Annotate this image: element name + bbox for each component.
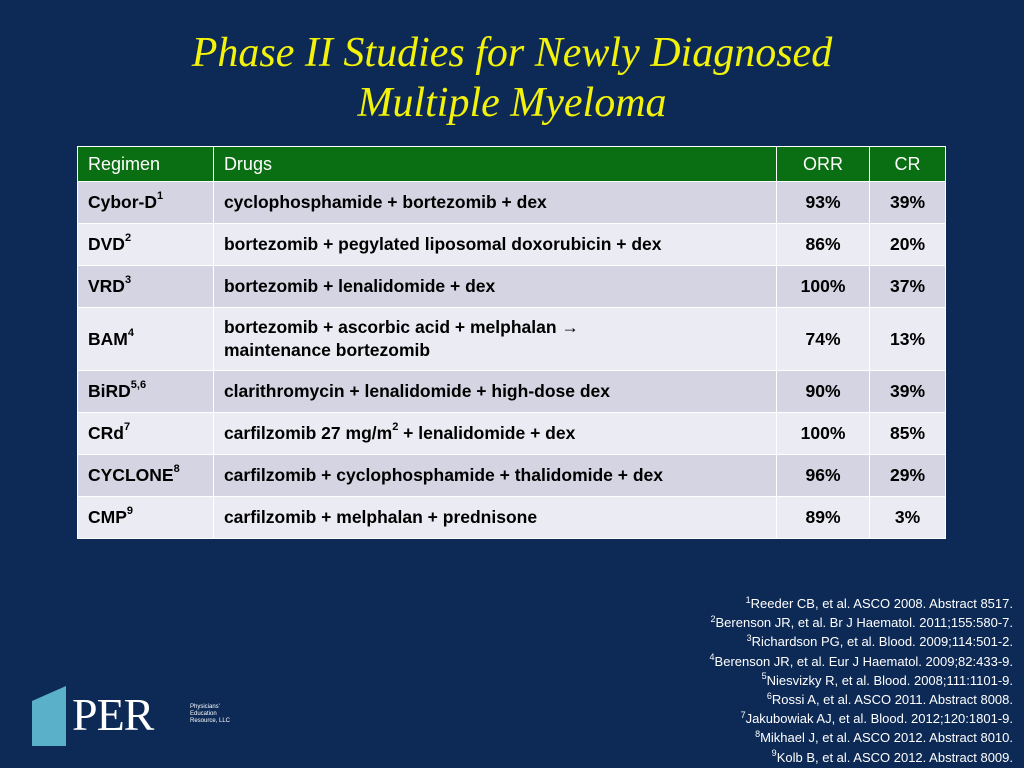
cr-cell: 20% bbox=[870, 224, 946, 266]
cr-cell: 29% bbox=[870, 455, 946, 497]
regimen-cell: BAM$^4$ bbox=[78, 308, 214, 371]
cr-cell: 39% bbox=[870, 182, 946, 224]
drugs-cell: bortezomib + pegylated liposomal doxorubicin + dex bbox=[213, 224, 776, 266]
cr-cell: 13% bbox=[870, 308, 946, 371]
regimen-cell: BiRD$^{5,6}$ bbox=[78, 371, 214, 413]
header-drugs: Drugs bbox=[213, 147, 776, 182]
orr-cell: 86% bbox=[777, 224, 870, 266]
regimen-cell: VRD$^3$ bbox=[78, 266, 214, 308]
cr-cell: 85% bbox=[870, 413, 946, 455]
regimen-cell: CYCLONE$^8$ bbox=[78, 455, 214, 497]
reference-item: $^3$Richardson PG, et al. Blood. 2009;114:501-2. bbox=[746, 633, 1013, 650]
orr-cell: 89% bbox=[777, 497, 870, 539]
header-cr: CR bbox=[870, 147, 946, 182]
table-row bbox=[78, 182, 946, 224]
reference-item: $^7$Jakubowiak AJ, et al. Blood. 2012;120:1801-9. bbox=[740, 709, 1013, 727]
cr-cell: 3% bbox=[870, 497, 946, 539]
reference-item: $^5$Niesvizky R, et al. Blood. 2008;111:1101-9. bbox=[761, 671, 1013, 688]
drugs-cell: carfilzomib 27 $mg/m^2$ + lenalidomide + dex bbox=[213, 413, 776, 455]
reference-item: $^8$Mikhael J, et al. ASCO 2012. Abstract 8010. bbox=[755, 729, 1013, 746]
slide-title-line2: Multiple Myeloma bbox=[357, 80, 667, 126]
drugs-cell: cyclophosphamide + bortezomib + dex bbox=[213, 182, 776, 224]
drugs-cell: carfilzomib + cyclophosphamide + thalidomide + dex bbox=[213, 455, 776, 497]
phase-ii-studies-table bbox=[77, 146, 946, 539]
header-regimen: Regimen bbox=[78, 147, 214, 182]
table-row bbox=[78, 224, 946, 266]
reference-item: $^9$Kolb B, et al. ASCO 2012. Abstract 8009. bbox=[771, 748, 1013, 765]
slide-title-line1: Phase II Studies for Newly Diagnosed bbox=[191, 30, 833, 76]
slide-title bbox=[0, 28, 1024, 128]
reference-item: $^6$Rossi A, et al. ASCO 2011. Abstract 8008. bbox=[766, 690, 1013, 708]
table-row bbox=[78, 371, 946, 413]
logo-text: PER bbox=[72, 689, 154, 740]
regimen-cell: CMP$^9$ bbox=[78, 497, 214, 539]
drugs-cell: bortezomib + lenalidomide + dex bbox=[213, 266, 776, 308]
references-list bbox=[710, 594, 1013, 767]
table-row bbox=[78, 308, 946, 371]
drugs-cell: clarithromycin + lenalidomide + high-dose dex bbox=[213, 371, 776, 413]
reference-item: $^2$Berenson JR, et al. Br J Haematol. 2011;155:580-7. bbox=[710, 613, 1013, 631]
table-row bbox=[78, 413, 946, 455]
reference-item: $^4$Berenson JR, et al. Eur J Haematol. 2009;82:433-9. bbox=[709, 652, 1013, 669]
cr-cell: 39% bbox=[870, 371, 946, 413]
header-orr: ORR bbox=[777, 147, 870, 182]
orr-cell: 74% bbox=[777, 308, 870, 371]
logo-tagline: Physicians' Education Resource, LLC bbox=[190, 704, 231, 724]
orr-cell: 90% bbox=[777, 371, 870, 413]
reference-item: $^1$Reeder CB, et al. ASCO 2008. Abstract 8517. bbox=[745, 594, 1013, 611]
logo-mark-icon bbox=[32, 686, 66, 746]
cr-cell: 37% bbox=[870, 266, 946, 308]
regimen-cell: Cybor-$D^1$ bbox=[78, 182, 214, 224]
orr-cell: 100% bbox=[777, 266, 870, 308]
regimen-cell: CRd$^7$ bbox=[78, 413, 214, 455]
orr-cell: 96% bbox=[777, 455, 870, 497]
orr-cell: 100% bbox=[777, 413, 870, 455]
drugs-cell: bortezomib + ascorbic acid + melphalan → maintenance bortezomib bbox=[213, 308, 776, 371]
table-row bbox=[78, 266, 946, 308]
regimen-cell: DVD$^2$ bbox=[78, 224, 214, 266]
table-row bbox=[78, 455, 946, 497]
table-row bbox=[78, 497, 946, 539]
orr-cell: 93% bbox=[777, 182, 870, 224]
table-header-row bbox=[78, 147, 946, 182]
per-logo bbox=[32, 686, 231, 748]
drugs-cell: carfilzomib + melphalan + prednisone bbox=[213, 497, 776, 539]
